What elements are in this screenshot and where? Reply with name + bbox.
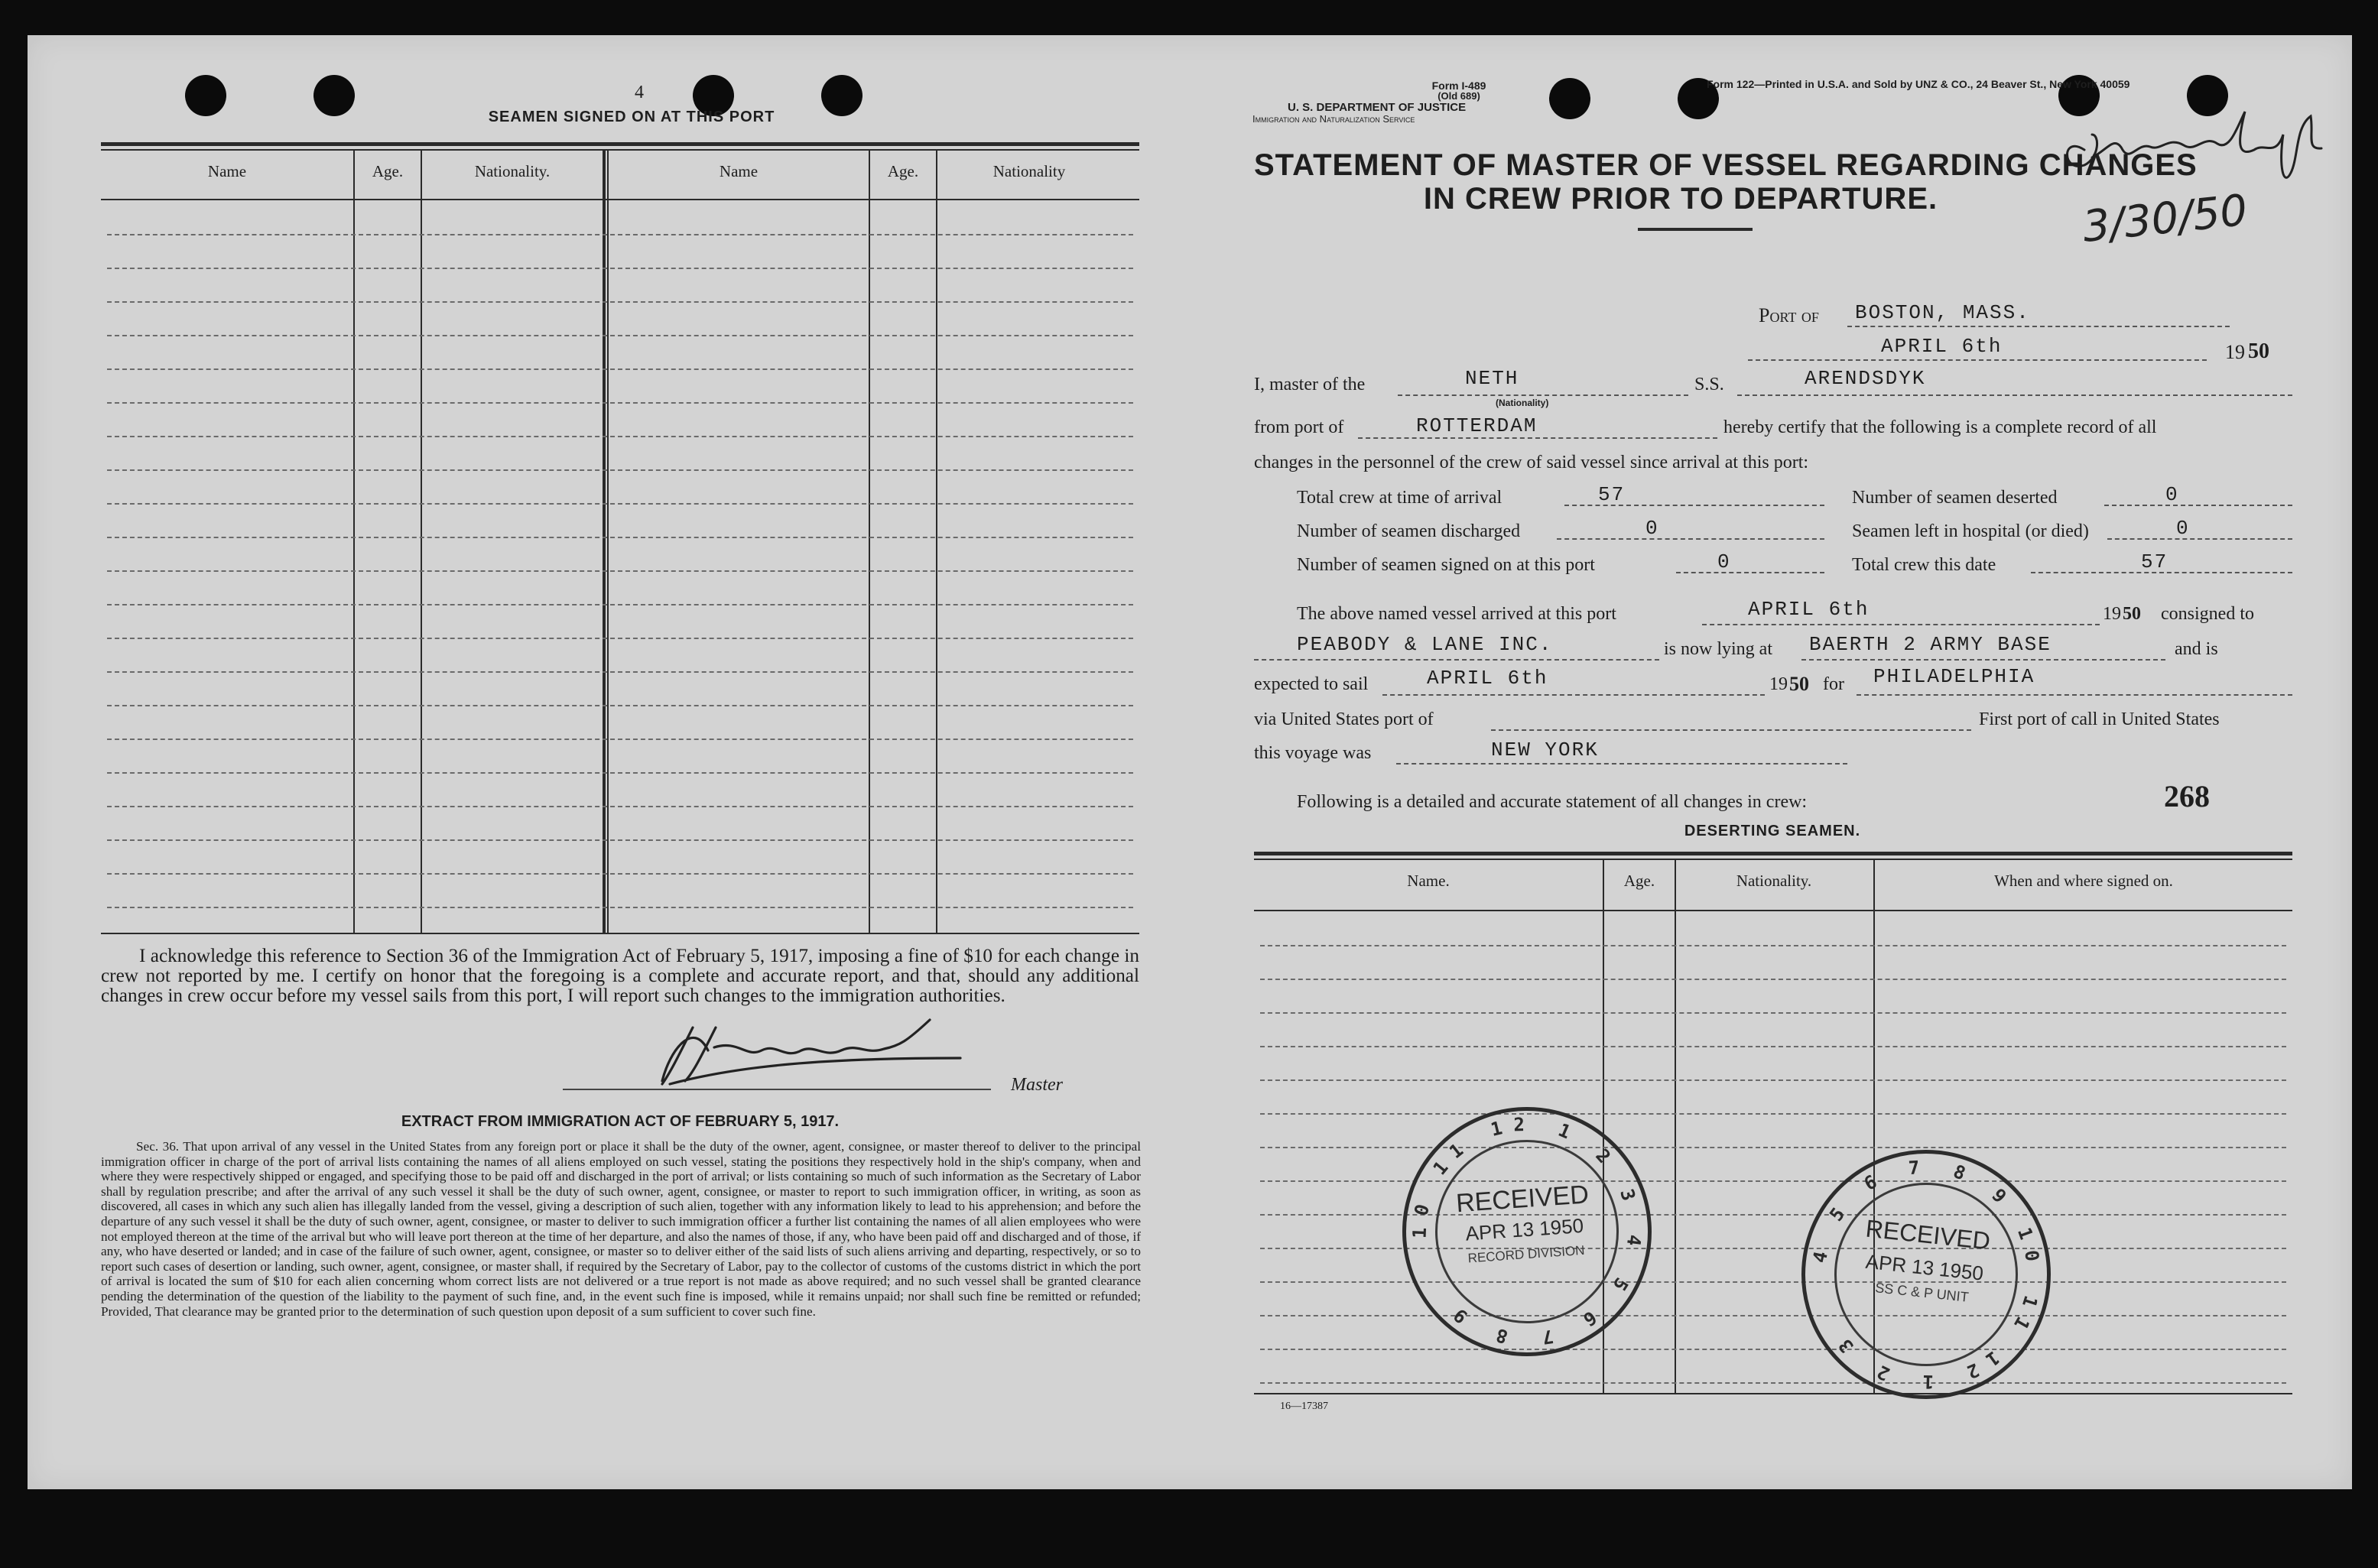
col-name-2: Name (719, 162, 759, 180)
deserting-col-name: Name. (1407, 872, 1450, 890)
consignee-value: PEABODY & LANE INC. (1297, 633, 1553, 656)
ss-label: S.S. (1694, 375, 1724, 394)
changes-text: changes in the personnel of the crew of said vessel since arrival at this port: (1254, 453, 1809, 472)
table-row (1260, 1012, 2286, 1014)
table-row (1260, 1113, 2286, 1115)
table-row (107, 839, 1133, 841)
form-title-line-2: IN CREW PRIOR TO DEPARTURE. (1423, 182, 1938, 216)
old-form-number: (Old 689) (1438, 90, 1480, 102)
document-sheet (28, 35, 2352, 1489)
hospital-label: Seamen left in hospital (or died) (1852, 521, 2089, 541)
signed-on-value: 0 (1717, 550, 1731, 573)
table-row (107, 907, 1133, 908)
voyage-label: this voyage was (1254, 743, 1372, 763)
first-port-label: First port of call in United States (1979, 709, 2220, 729)
master-signature-line (563, 1089, 991, 1090)
deserting-col-divider (1675, 859, 1676, 1394)
table-top-rule-thin (101, 149, 1139, 151)
col-age-2: Age. (887, 162, 919, 180)
lying-label: is now lying at (1664, 639, 1772, 659)
header-rule (101, 199, 1139, 200)
deserting-col-age: Age. (1623, 872, 1655, 890)
from-port-line (1358, 437, 1717, 439)
for-label: for (1823, 674, 1844, 694)
and-is-label: and is (2175, 639, 2218, 659)
consigned-label: consigned to (2161, 604, 2254, 624)
table-row (107, 436, 1133, 437)
vessel-name: ARENDSDYK (1805, 367, 1926, 390)
master-signature (624, 1005, 983, 1096)
deserted-value: 0 (2165, 483, 2179, 506)
col-name-1: Name (207, 162, 247, 180)
deserting-col-nationality: Nationality. (1736, 872, 1812, 890)
discharged-value: 0 (1645, 517, 1659, 540)
deserted-line (2104, 505, 2292, 506)
section-title: SEAMEN SIGNED ON AT THIS PORT (488, 109, 775, 125)
table-row (107, 335, 1133, 336)
arrived-year: 50 (2123, 604, 2141, 624)
table-top-rule (101, 142, 1139, 146)
department: U. S. DEPARTMENT OF JUSTICE (1288, 101, 1467, 114)
table-row (1260, 979, 2286, 980)
deserting-top-rule (1254, 852, 2292, 855)
master-of-label: I, master of the (1254, 375, 1366, 394)
stamp1-ring-text: 10 11 12 1 2 3 4 5 6 7 8 9 (1408, 1113, 1645, 1350)
date-line (1748, 359, 2207, 361)
punch-hole-2 (313, 75, 355, 116)
nationality-caption: (Nationality) (1496, 398, 1549, 408)
table-row (107, 301, 1133, 303)
table-row (1260, 945, 2286, 946)
consignee-line (1254, 659, 1659, 661)
punch-hole-1 (185, 75, 226, 116)
stamp2-date: APR 13 1950 (1864, 1249, 1985, 1285)
port-label: Port of (1759, 304, 1819, 326)
port-line (1847, 326, 2230, 327)
printer-note: Form 122—Printed in U.S.A. and Sold by UNZ & CO., 24 Beaver St., New York 40059 (1707, 78, 2130, 90)
table-row (107, 772, 1133, 774)
handwritten-date: 3/30/50 (2080, 185, 2250, 252)
deserting-top-rule-thin (1254, 859, 2292, 860)
via-label: via United States port of (1254, 709, 1434, 729)
arrived-year-prefix: 19 (2103, 604, 2121, 624)
document-number: 268 (2164, 779, 2210, 813)
stamp2-received: RECEIVED (1864, 1214, 1992, 1255)
deserting-col-signed-on: When and where signed on. (1994, 872, 2173, 890)
hospital-line (2107, 538, 2292, 540)
table-row (107, 671, 1133, 673)
discharged-label: Number of seamen discharged (1297, 521, 1521, 541)
table-row (107, 570, 1133, 572)
voyage-line (1396, 763, 1847, 765)
table-row (1260, 1382, 2286, 1384)
received-stamp-records (1394, 1099, 1660, 1365)
col-age-1: Age. (372, 162, 404, 180)
certify-text: hereby certify that the following is a complete record of all (1723, 417, 2157, 437)
footer-code: 16—17387 (1280, 1401, 1328, 1412)
hospital-value: 0 (2176, 517, 2190, 540)
deserting-bottom-rule (1254, 1393, 2292, 1394)
total-crew-arrival-value: 57 (1598, 483, 1626, 506)
service: Immigration and Naturalization Service (1252, 113, 1415, 125)
signed-on-label: Number of seamen signed on at this port (1297, 555, 1595, 575)
table-row (107, 873, 1133, 875)
deserted-label: Number of seamen deserted (1852, 488, 2058, 508)
deserting-header-rule (1254, 910, 2292, 911)
expected-line (1382, 694, 1765, 696)
table-row (107, 234, 1133, 235)
table-row (107, 268, 1133, 269)
total-today-label: Total crew this date (1852, 555, 1996, 575)
vessel-line (1737, 394, 2292, 396)
stamp1-date: APR 13 1950 (1464, 1213, 1584, 1245)
table-row (1260, 1046, 2286, 1047)
for-line (1857, 694, 2292, 696)
arrived-label: The above named vessel arrived at this port (1297, 604, 1616, 624)
title-underline (1638, 228, 1753, 231)
form-number: Form I-489 (1431, 80, 1486, 92)
table-bottom-rule (101, 933, 1139, 934)
stamp1-received: RECEIVED (1454, 1180, 1590, 1219)
year-prefix: 19 (2225, 341, 2245, 363)
table-row (1260, 1079, 2286, 1081)
year-value: 50 (2248, 339, 2269, 363)
total-crew-arrival-label: Total crew at time of arrival (1297, 488, 1502, 508)
table-row (107, 739, 1133, 740)
stamp2-unit: SS C & P UNIT (1874, 1280, 1970, 1305)
via-line (1491, 729, 1971, 731)
table-row (107, 402, 1133, 404)
deserting-title: DESERTING SEAMEN. (1684, 823, 1861, 839)
port-value: BOSTON, MASS. (1855, 301, 2030, 324)
acknowledgment-text: I acknowledge this reference to Section 36 of the Immigration Act of February 5, 1917, imposing a fine of $10 for each change in crew not reported by me. I certify on honor that the foregoing is a complete and accurate report, and that, should any additional changes in crew occur before my vessel sails from this port, I will report such changes to the immigration authorities. (101, 946, 1139, 1006)
page-number: 4 (635, 83, 644, 102)
received-stamp-unit (1789, 1138, 2063, 1411)
table-row (107, 469, 1133, 471)
table-row (107, 537, 1133, 538)
extract-title: EXTRACT FROM IMMIGRATION ACT OF FEBRUARY 5, 1917. (401, 1113, 840, 1130)
table-row (107, 503, 1133, 505)
expected-label: expected to sail (1254, 674, 1369, 694)
date-value: APRIL 6th (1881, 335, 2003, 358)
table-row (107, 806, 1133, 807)
lying-line (1801, 659, 2165, 661)
table-row (107, 638, 1133, 639)
for-value: PHILADELPHIA (1873, 665, 2035, 688)
col-nationality-1: Nationality. (474, 162, 551, 180)
total-today-value: 57 (2141, 550, 2168, 573)
master-label: Master (1011, 1075, 1063, 1095)
expected-year-prefix: 19 (1769, 674, 1788, 694)
table-row (107, 604, 1133, 605)
expected-value: APRIL 6th (1427, 667, 1548, 690)
lying-value: BAERTH 2 ARMY BASE (1809, 633, 2052, 656)
table-row (107, 368, 1133, 370)
from-port-value: ROTTERDAM (1416, 414, 1538, 437)
form-title-line-1: STATEMENT OF MASTER OF VESSEL REGARDING CHANGES (1254, 148, 2198, 182)
expected-year: 50 (1789, 673, 1809, 695)
nationality-line (1398, 394, 1688, 396)
nationality-value: NETH (1465, 367, 1519, 390)
arrived-value: APRIL 6th (1748, 598, 1870, 621)
discharged-line (1557, 538, 1824, 540)
table-row (107, 705, 1133, 706)
extract-text: Sec. 36. That upon arrival of any vessel in the United States from any foreign port or place it shall be the duty of the owner, agent, consignee, or master thereof to deliver to the principal immigration officer in charge of the port of arrival lists containing the names of all aliens employed on such vessel, stating the positions they respectively hold in the ship's company, when and where they were respectively shipped or engaged, and specifying those to be paid off and discharged in the port of arrival; or lists containing so much of such information as the Secretary of Labor shall by regulation prescribe; and after the arrival of any such vessel it shall be the duty of such owner, agent, consignee, or master to report to such immigration officer, in writing, as soon as discovered, all cases in which any such alien has illegally landed from the vessel, giving a description of such alien, together with any information likely to lead to his apprehension; and before the departure of any such vessel it shall be the duty of such owner, agent, consignee, or master to deliver to such immigration officer a further list containing the names of all alien employees who were not employed thereon at the time of the arrival but who will leave port thereon at the time of her departure, and also the names of those, if any, who have been paid off and discharged and of those, if any, who have deserted or landed; and in case of the failure of such owner, agent, consignee, or master so to deliver either of the said lists of such aliens arriving and departing, respectively, or so to report such cases of desertion or landing, such owner, agent, consignee, or master shall, if required by the Secretary of Labor, pay to the collector of customs of the customs district in which the port of arrival is located the sum of $10 for each alien concerning whom correct lists are not delivered or a true report is not made as above required; and no such vessel shall be granted clearance pending the determination of the question of the liability to the payment of such fine, and, in the event such fine is imposed, while it remains unpaid; nor shall such fine be remitted or refunded; Provided, That clearance may be granted prior to the determination of such question upon deposit of a sum sufficient to cover such fine. (101, 1139, 1141, 1319)
following-text: Following is a detailed and accurate statement of all changes in crew: (1297, 792, 1808, 812)
stamp1-division: RECORD DIVISION (1467, 1242, 1586, 1266)
from-port-label: from port of (1254, 417, 1344, 437)
arrived-line (1702, 624, 2100, 625)
col-nationality-2: Nationality (992, 162, 1066, 180)
signed-on-line (1676, 572, 1824, 573)
stamp2-ring-text: 4 5 6 7 8 9 10 11 12 1 2 3 (1808, 1156, 2045, 1393)
voyage-value: NEW YORK (1491, 739, 1599, 761)
